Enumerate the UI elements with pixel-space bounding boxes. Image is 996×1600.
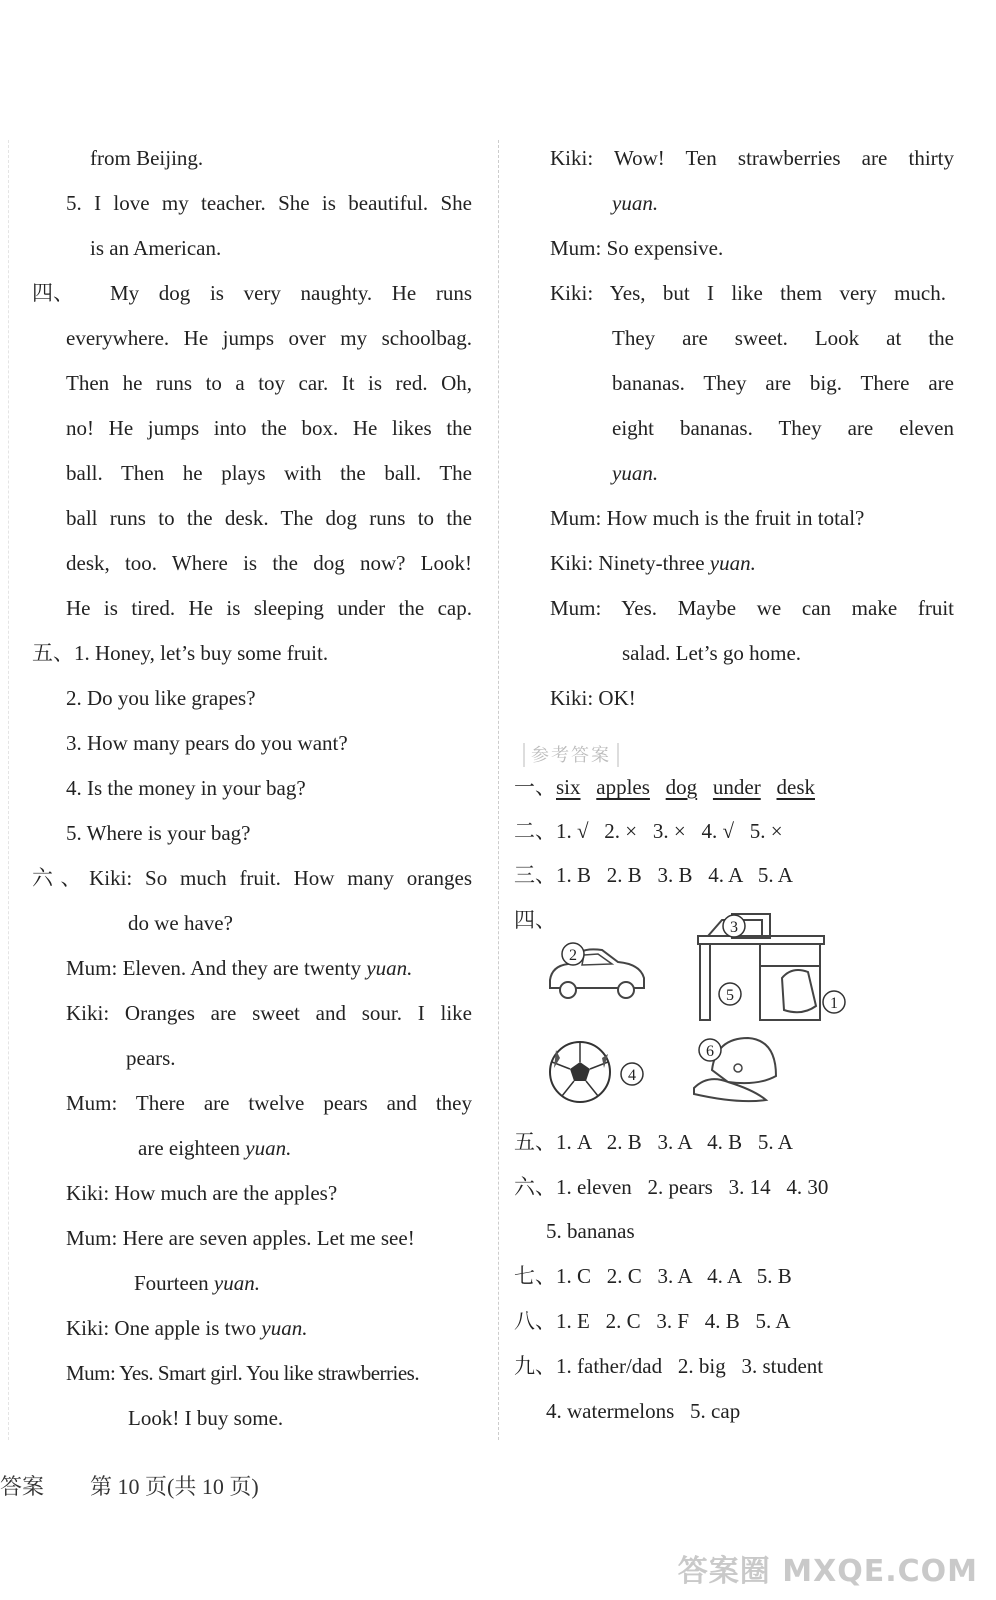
answer-line: 七、1. C 2. C 3. A 4. A 5. B <box>514 1264 792 1288</box>
text-line: 4. Is the money in your bag? <box>66 776 306 800</box>
figure-label: 3 <box>730 919 738 936</box>
text-line: Kiki: One apple is two yuan. <box>66 1316 308 1340</box>
answer-line: 二、1. √ 2. × 3. × 4. √ 5. × <box>514 819 783 843</box>
footer-label: 答案 <box>0 1474 45 1499</box>
text-line: Kiki: Ninety-three yuan. <box>550 551 756 575</box>
answer-line: 九、1. father/dad 2. big 3. student <box>514 1354 824 1378</box>
text-line: My dog is very naughty. He runs <box>110 281 472 305</box>
figure-label: 4 <box>628 1067 636 1084</box>
text-line: from Beijing. <box>90 146 204 170</box>
text-line: 3. How many pears do you want? <box>66 731 348 755</box>
text-line: yuan. <box>612 461 659 485</box>
column-divider <box>498 140 499 1440</box>
figure-label: 1 <box>830 995 838 1012</box>
ball-figure <box>546 1038 654 1108</box>
desk-figure <box>692 906 860 1024</box>
text-line: are eighteen yuan. <box>138 1136 292 1160</box>
text-line: Kiki: Wow! Ten strawberries are thirty <box>550 146 954 170</box>
text-line: pears. <box>126 1046 176 1070</box>
text-line: yuan. <box>612 191 659 215</box>
reference-answer-tag: 参考答案 <box>523 743 619 767</box>
answer-line: 六、1. eleven 2. pears 3. 14 4. 30 <box>514 1175 829 1199</box>
text-line: 五、1. Honey, let’s buy some fruit. <box>32 641 329 665</box>
page-number: 第 10 页(共 10 页) <box>90 1474 259 1499</box>
text-line: 2. Do you like grapes? <box>66 686 256 710</box>
text-line: He is tired. He is sleeping under the cap. <box>66 596 472 620</box>
section-mark: 四、 <box>32 281 74 305</box>
text-line: 六、Kiki: So much fruit. How many oranges <box>32 866 472 890</box>
text-line: everywhere. He jumps over my schoolbag. <box>66 326 472 350</box>
answer-line: 八、1. E 2. C 3. F 4. B 5. A <box>514 1309 791 1333</box>
answer-line: 五、1. A 2. B 3. A 4. B 5. A <box>514 1130 793 1154</box>
text-line: Mum: Here are seven apples. Let me see! <box>66 1226 415 1250</box>
text-line: Mum: There are twelve pears and they <box>66 1091 472 1115</box>
text-line: Mum: How much is the fruit in total? <box>550 506 865 530</box>
text-line: no! He jumps into the box. He likes the <box>66 416 472 440</box>
text-line: Mum: Yes. Smart girl. You like strawberries. <box>66 1361 420 1385</box>
text-line: bananas. They are big. There are <box>612 371 954 395</box>
text-line: ball runs to the desk. The dog runs to the <box>66 506 472 530</box>
answer-line: 一、six apples dog under desk <box>514 775 815 799</box>
watermark: 答案圈 MXQE.COM <box>677 1554 978 1589</box>
figure-label: 6 <box>706 1043 714 1060</box>
text-line: Fourteen yuan. <box>134 1271 260 1295</box>
text-line: Mum: Yes. Maybe we can make fruit <box>550 596 954 620</box>
text-line: Kiki: OK! <box>550 686 636 710</box>
text-line: Look! I buy some. <box>128 1406 284 1430</box>
text-line: Then he runs to a toy car. It is red. Oh, <box>66 371 472 395</box>
text-line: is an American. <box>90 236 222 260</box>
answer-line: 5. bananas <box>546 1219 635 1243</box>
answer-line: 4. watermelons 5. cap <box>546 1399 741 1423</box>
left-edge-line <box>8 140 9 1440</box>
text-line: desk, too. Where is the dog now? Look! <box>66 551 472 575</box>
answer-line: 三、1. B 2. B 3. B 4. A 5. A <box>514 863 793 887</box>
text-line: Mum: So expensive. <box>550 236 724 260</box>
text-line: Kiki: Yes, but I like them very much. <box>550 281 946 305</box>
section-mark: 四、 <box>514 908 556 932</box>
text-line: eight bananas. They are eleven <box>612 416 954 440</box>
text-line: ball. Then he plays with the ball. The <box>66 461 472 485</box>
figure-label: 2 <box>569 947 577 964</box>
text-line: Kiki: Oranges are sweet and sour. I like <box>66 1001 472 1025</box>
text-line: Kiki: How much are the apples? <box>66 1181 338 1205</box>
cap-figure <box>688 1030 784 1110</box>
figure-label: 5 <box>726 987 734 1004</box>
text-line: 5. I love my teacher. She is beautiful. She <box>66 191 472 215</box>
toy-car-figure <box>540 940 652 1006</box>
text-line: do we have? <box>128 911 233 935</box>
text-line: salad. Let’s go home. <box>622 641 802 665</box>
text-line: 5. Where is your bag? <box>66 821 251 845</box>
text-line: They are sweet. Look at the <box>612 326 954 350</box>
text-line: Mum: Eleven. And they are twenty yuan. <box>66 956 413 980</box>
